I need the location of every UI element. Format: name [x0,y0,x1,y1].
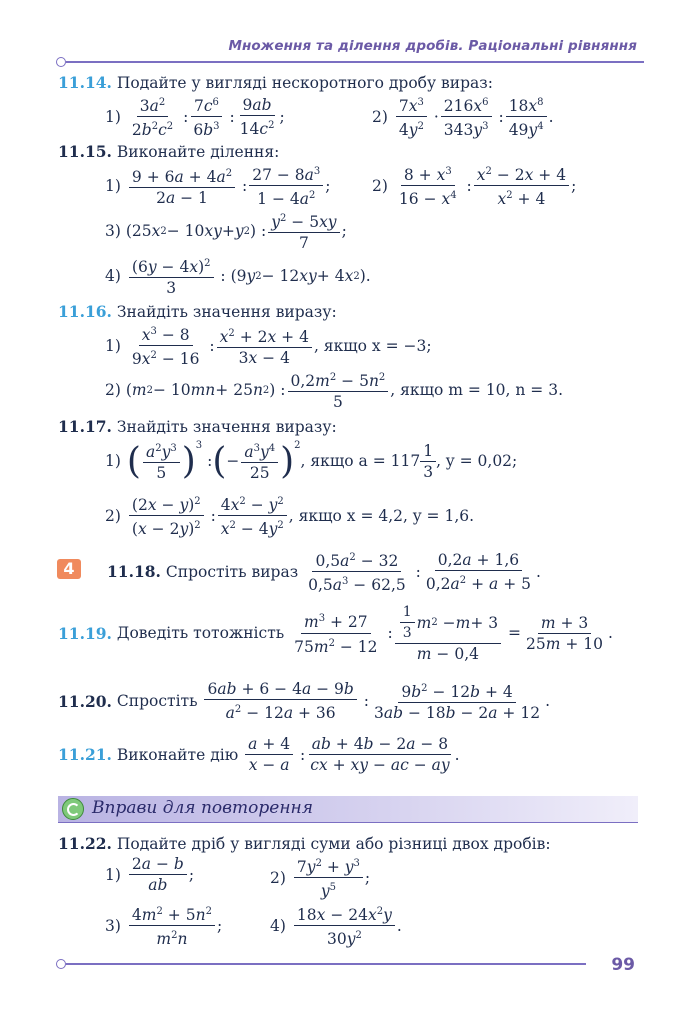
section-banner [58,796,638,823]
exercise-number: 11.14. [58,73,112,92]
header-rule-dot [56,57,66,67]
ex-11-16-item-1: 1) $\frac{x^3 - 8}{9x^2 - 16}$ : $\frac{x^2 + 2x + 4}{3x - 4}$ , якщо x = −3; [105,323,432,368]
section-title: Вправи для повторення [92,798,313,818]
condition-text: , якщо x = 4,2, y = 1,6. [288,506,475,525]
exercise-11-14 [58,73,493,93]
exercise-11-18: 11.18. Спростіть вираз $\frac{0,5a^2 - 32}{0,5a^3 - 62,5}$ : $\frac{0,2a + 1,6}{0,2a^2 + a + 5}$ . [107,550,541,595]
ex-11-15-item-2: 2) $\frac{8 + x^3}{16 - x^4}$ : $\frac{x^2 - 2x + 4}{x^2 + 4}$ ; [372,163,576,208]
ex-11-22-item-1: 1) $\frac{2a - b}{ab}$ ; [105,855,195,894]
refresh-icon [62,798,84,820]
exercise-11-20: 11.20. Спростіть $\frac{6ab + 6 - 4a - 9b}{a^2 - 12a + 36}$ : $\frac{9b^2 - 12b + 4}{3ab - 18b - 2a + 12}$ . [58,680,551,723]
exercise-11-17 [58,417,337,437]
ex-11-15-item-1: 1) $\frac{9 + 6a + 4a^2}{2a - 1}$ : $\frac{27 - 8a^3}{1 - 4a^2}$ ; [105,163,331,208]
condition-text-2: , y = 0,02; [436,452,518,471]
ex-11-15-item-3: 3) (25 x 2 − 10 xy + y 2 ) : $\frac{y^2 - 5xy}{7}$ ; [105,210,347,252]
footer-rule-dot [56,959,66,969]
ex-11-22-item-2: 2) $\frac{7y^2 + y^3}{y^5}$ ; [270,855,370,900]
condition-text: , якщо m = 10, n = 3. [390,381,564,400]
exercise-text: Виконайте дію [116,745,239,764]
exercise-text: Виконайте ділення: [116,143,280,161]
page-number: 99 [611,955,635,975]
ex-11-17-item-2: 2) $\frac{(2x - y)^2}{(x - 2y)^2}$ : $\frac{4x^2 - y^2}{x^2 - 4y^2}$ , якщо x = 4,2, y = 1,6. [105,493,474,538]
page-header [0,38,695,68]
footer-rule [66,963,586,965]
exercise-number: 11.22. [58,834,112,853]
condition-text: , якщо a = 117 [300,452,421,471]
header-title: Множення та ділення дробів. Раціональні рівняння [228,38,637,54]
exercise-11-19: 11.19. Доведіть тотожність $\frac{m^3 + 27}{75m^2 - 12}$ : $\frac{1}{3}$ m 2 − m + 3 m − 0,4 = $\frac{m + 3}{25m + 10}$ . [58,604,613,663]
exercise-number: 11.19. [58,623,112,643]
exercise-number: 11.18. [107,562,161,582]
exercise-number: 11.15. [58,142,112,161]
ex-11-14-item-2: 2) $\frac{7x^3}{4y^2}$ · $\frac{216x^6}{343y^3}$ : $\frac{18x^8}{49y^4}$ . [372,94,554,139]
ex-11-14-item-1: 1) $\frac{3a^2}{2b^2c^2}$ : $\frac{7c^6}{6b^3}$ : $\frac{9ab}{14c^2}$ ; [105,95,285,140]
exercise-number: 11.16. [58,302,112,321]
exercise-11-21: 11.21. Виконайте дію $\frac{a + 4}{x - a}$ : $\frac{ab + 4b - 2a - 8}{cx + xy - ac - ay}$ . [58,735,460,774]
ex-11-15-item-4: 4) $\frac{(6y - 4x)^2}{3}$ : (9 y 2 − 12 xy + 4 x 2 ). [105,255,371,297]
exercise-text: Знайдіть значення виразу: [116,418,337,436]
exercise-text: Подайте дріб у вигляді суми або різниці двох дробів: [116,835,551,853]
header-rule [66,61,644,63]
exercise-11-22 [58,834,551,854]
ex-11-22-item-4: 4) $\frac{18x - 24x^2y}{30y^2}$ . [270,903,402,948]
level-badge: 4 [57,559,81,579]
exercise-text: Спростіть [116,692,198,711]
ex-11-17-item-1: 1) ( $\frac{a^2y^3}{5}$ ) $^3$ : ( − $\frac{a^3y^4}{25}$ ) $^2$ , якщо a = 117 $\frac{1}{3}$ , y = 0,02; [105,440,518,483]
exercise-number: 11.21. [58,745,112,764]
exercise-11-16 [58,302,337,322]
exercise-text: Знайдіть значення виразу: [116,303,337,321]
exercise-number: 11.20. [58,691,112,711]
exercise-text: Доведіть тотожність [116,624,285,642]
ex-11-22-item-3: 3) $\frac{4m^2 + 5n^2}{m^2n}$ ; [105,903,222,948]
exercise-text: Спростіть вираз [165,562,299,581]
exercise-number: 11.17. [58,417,112,436]
exercise-text: Подайте у вигляді нескоротного дробу вираз: [116,74,493,92]
condition-text: , якщо x = −3; [313,336,432,355]
ex-11-16-item-2: 2) ( m 2 − 10 mn + 25 n 2 ) : $\frac{0,2m^2 - 5n^2}{5}$ , якщо m = 10, n = 3. [105,369,563,411]
exercise-11-15 [58,142,279,162]
